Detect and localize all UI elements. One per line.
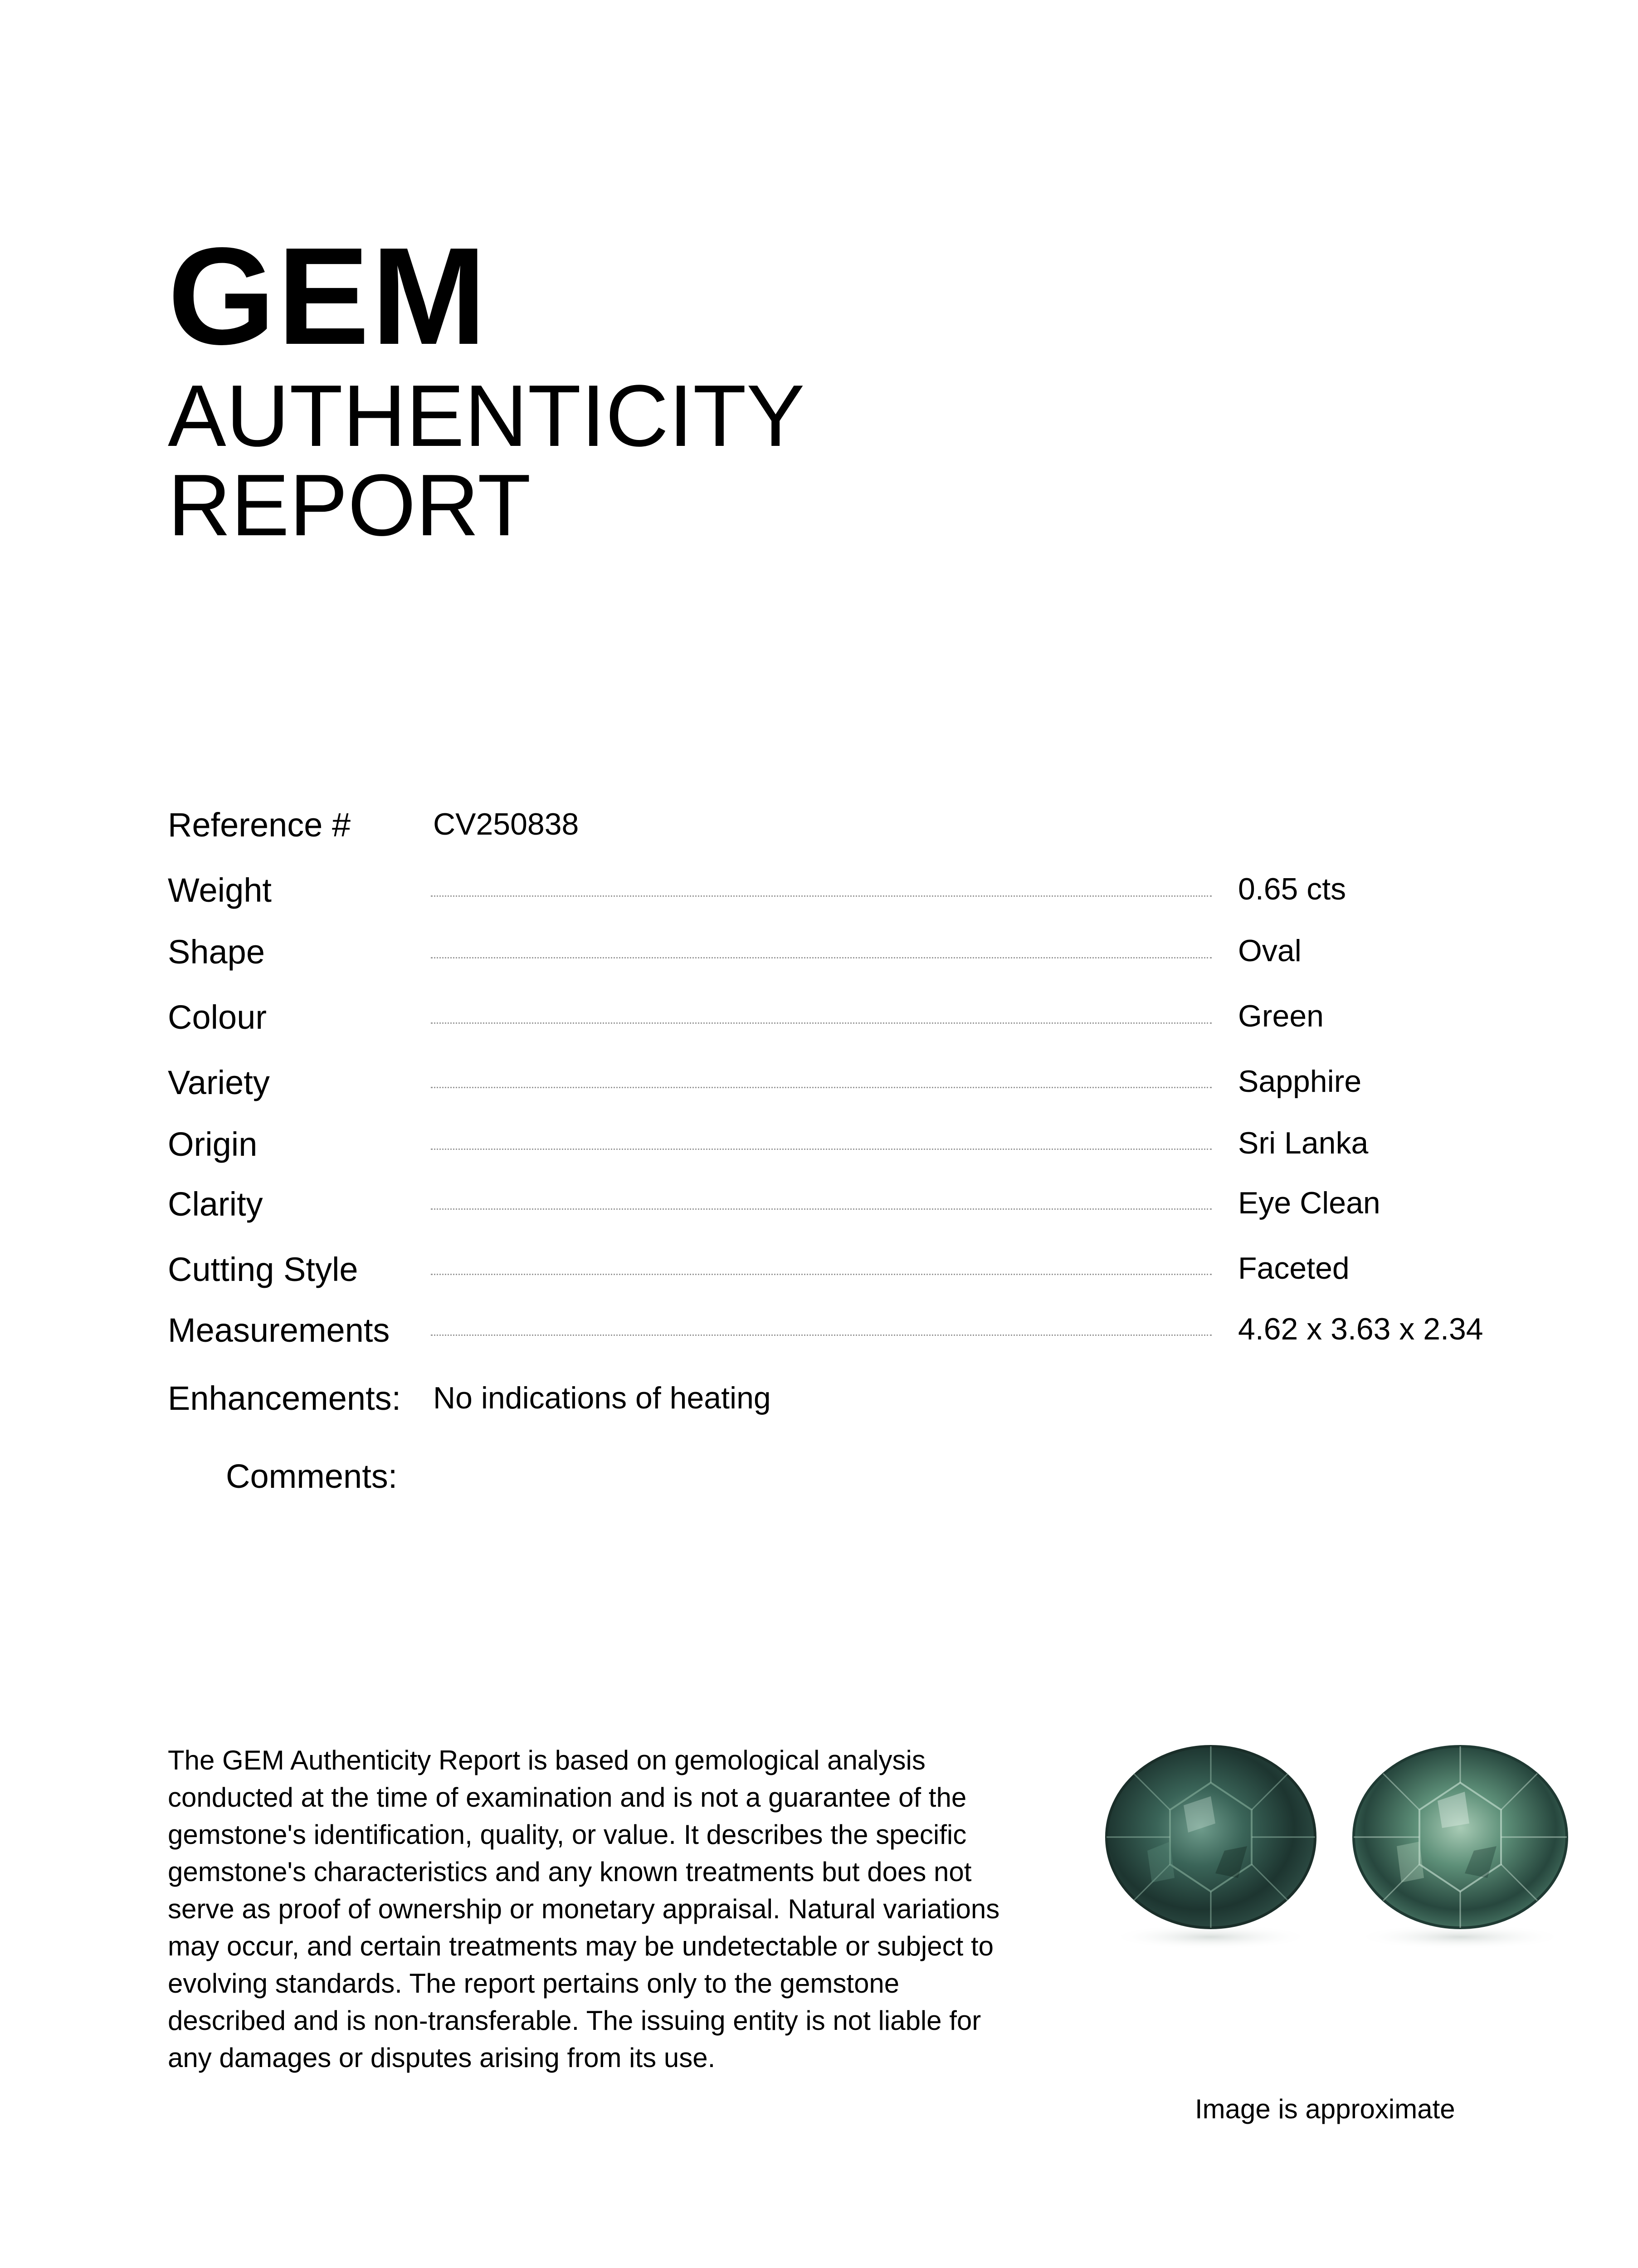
property-label: Colour (168, 998, 267, 1036)
leader-line (431, 895, 1212, 897)
leader-line (431, 1087, 1212, 1088)
leader-line (431, 957, 1212, 958)
enhancements-value: No indications of heating (433, 1381, 771, 1415)
property-label: Origin (168, 1125, 258, 1163)
gemstone-right (1354, 1746, 1567, 1928)
property-value: Oval (1238, 934, 1302, 968)
reference-value: CV250838 (433, 807, 579, 841)
property-label: Shape (168, 933, 265, 971)
gemstone-left (1107, 1746, 1315, 1928)
property-value: Faceted (1238, 1251, 1350, 1286)
property-value: Green (1238, 999, 1324, 1033)
property-value: 0.65 cts (1238, 872, 1346, 906)
report-subtitle (168, 367, 805, 554)
leader-line (431, 1274, 1212, 1275)
leader-line (431, 1208, 1212, 1210)
property-value: Eye Clean (1238, 1186, 1380, 1220)
leader-line (431, 1334, 1212, 1336)
property-value: Sapphire (1238, 1064, 1362, 1099)
leader-line (431, 1022, 1212, 1024)
property-label: Cutting Style (168, 1251, 358, 1288)
report-subtitle-line2: REPORT (168, 456, 531, 554)
reference-label: Reference # (168, 806, 351, 844)
disclaimer-text: The GEM Authenticity Report is based on gemological analysis conducted at the time of examination and is not a guarantee of the gemstone's identification, quality, or value. It describes the specific gemstone's characteristics and any known treatments but does not serve as proof of ownership or monetary appraisal. Natural variations may occur, and certain treatments may be undetectable or subject to evolving standards. The report pertains only to the gemstone described and is non-transferable. The issuing entity is not liable for any damages or disputes arising from its use. (168, 1745, 1000, 2073)
report-brand-title: GEM (168, 219, 488, 373)
report-subtitle-line1: AUTHENTICITY (168, 367, 805, 464)
property-label: Weight (168, 871, 272, 909)
property-label: Clarity (168, 1185, 263, 1223)
gemstone-photo (1079, 1733, 1587, 1969)
leader-line (431, 1149, 1212, 1150)
property-label: Measurements (168, 1311, 390, 1349)
image-caption: Image is approximate (1195, 2094, 1455, 2124)
comments-label: Comments: (226, 1457, 398, 1495)
property-value: Sri Lanka (1238, 1126, 1369, 1160)
property-value: 4.62 x 3.63 x 2.34 (1238, 1312, 1483, 1346)
enhancements-label: Enhancements: (168, 1379, 401, 1417)
property-label: Variety (168, 1064, 270, 1101)
